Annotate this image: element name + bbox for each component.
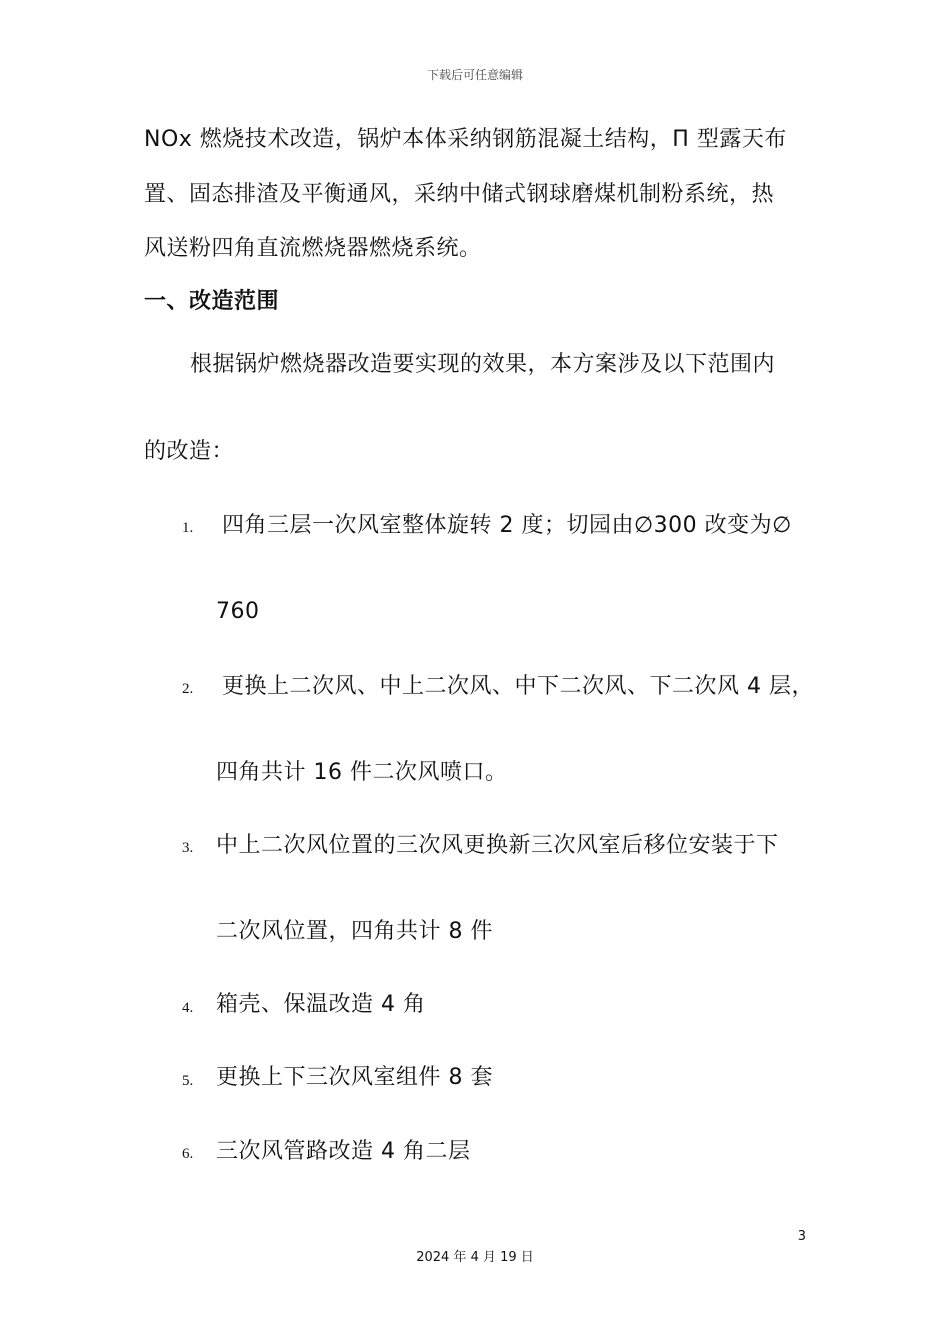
footer-date: 2024 年 4 月 19 日	[416, 1250, 534, 1265]
list-item-text: 中上二次风位置的三次风更换新三次风室后移位安装于下	[216, 833, 779, 858]
intro-line: 的改造：	[144, 439, 235, 464]
list-number: 1.	[182, 520, 194, 536]
list-item-text: 四角三层一次风室整体旋转 2 度；切园由∅300 改变为∅	[222, 513, 792, 538]
list-item-text: 760	[216, 599, 260, 624]
section-heading: 一、改造范围	[144, 289, 280, 314]
list-item-text: 三次风管路改造 4 角二层	[216, 1139, 471, 1164]
list-item-text: 二次风位置，四角共计 8 件	[216, 919, 493, 944]
paragraph-line: 置、固态排渣及平衡通风，采纳中储式钢球磨煤机制粉系统，热	[144, 182, 775, 207]
paragraph-line: NOx 燃烧技术改造，锅炉本体采纳钢筋混凝土结构，Π 型露天布	[144, 127, 787, 152]
list-item-text: 更换上下三次风室组件 8 套	[216, 1065, 493, 1090]
list-number: 2.	[182, 681, 194, 697]
page-header: 下载后可任意编辑	[426, 68, 523, 82]
list-number: 4.	[182, 1000, 194, 1016]
list-item-text: 四角共计 16 件二次风喷口。	[216, 760, 508, 785]
list-number: 3.	[182, 840, 194, 856]
intro-line: 根据锅炉燃烧器改造要实现的效果，本方案涉及以下范围内	[190, 352, 776, 377]
page-number: 3	[797, 1229, 806, 1244]
list-item-text: 更换上二次风、中上二次风、中下二次风、下二次风 4 层，	[222, 674, 814, 699]
list-number: 5.	[182, 1073, 194, 1089]
list-item-text: 箱壳、保温改造 4 角	[216, 992, 426, 1017]
list-number: 6.	[182, 1146, 194, 1162]
paragraph-line: 风送粉四角直流燃烧器燃烧系统。	[144, 236, 482, 261]
